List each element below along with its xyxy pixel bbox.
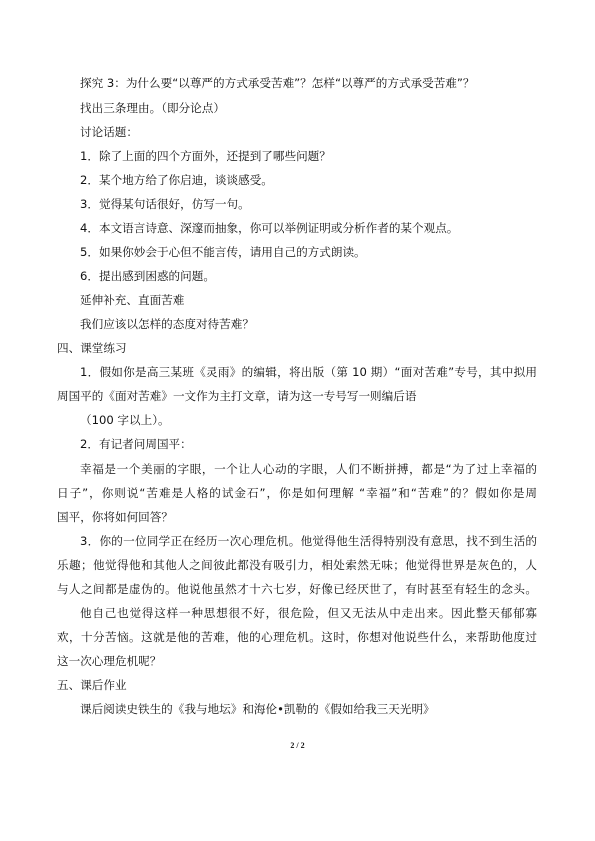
line-topic-4: 4．本文语言诗意、深邃而抽象，你可以举例证明或分析作者的某个观点。 xyxy=(80,221,459,235)
line-exercise-1c: （100 字以上）。 xyxy=(80,413,170,427)
line-exercise-1a: 1．假如你是高三某班《灵雨》的编辑，将出版（第 10 期）“面对苦难”专号，其中拟用 xyxy=(80,365,537,379)
section-heading-homework: 五、课后作业 xyxy=(57,678,127,692)
line-exercise-2c: 日子”，你则说“苦难是人格的试金石”，你是如何理解 “幸福”和“苦难”的？假如你是周 xyxy=(57,486,537,500)
line-topic-3: 3．觉得某句话很好，仿写一句。 xyxy=(80,197,250,211)
line-topic-6: 6．提出感到困惑的问题。 xyxy=(80,269,215,283)
line-exercise-2a: 2．有记者问周国平： xyxy=(80,437,192,451)
line-homework: 课后阅读史铁生的《我与地坛》和海伦•凯勒的《假如给我三天光明》 xyxy=(80,702,435,716)
line-exercise-3f: 这一次心理危机呢？ xyxy=(57,654,162,668)
line-inquiry-3: 探究 3：为什么要“以尊严的方式承受苦难”？怎样“以尊严的方式承受苦难”？ xyxy=(80,76,475,90)
line-exercise-1b: 周国平的《面对苦难》一文作为主打文章，请为这一专号写一则编后语 xyxy=(57,389,417,403)
section-heading-classroom-practice: 四、课堂练习 xyxy=(57,341,127,355)
line-exercise-3c: 与人之间都是虚伪的。他说他虽然才十六七岁，好像已经厌世了，有时甚至有轻生的念头。 xyxy=(57,582,537,596)
line-topic-2: 2．某个地方给了你启迪，谈谈感受。 xyxy=(80,173,273,187)
line-attitude-question: 我们应该以怎样的态度对待苦难？ xyxy=(80,317,254,331)
line-exercise-3e: 欢，十分苦恼。这就是他的苦难，他的心理危机。这时，你想对他说些什么，来帮助他度过 xyxy=(57,630,537,644)
line-exercise-2b: 幸福是一个美丽的字眼，一个让人心动的字眼，人们不断拼搏，都是“为了过上幸福的 xyxy=(80,462,537,476)
line-exercise-3a: 3．你的一位同学正在经历一次心理危机。他觉得他生活得特别没有意思，找不到生活的 xyxy=(80,534,537,548)
line-exercise-3d: 他自己也觉得这样一种思想很不好，很危险，但又无法从中走出来。因此整天郁郁寡 xyxy=(80,606,537,620)
line-topic-5: 5．如果你妙会于心但不能言传，请用自己的方式朗读。 xyxy=(80,245,366,259)
line-three-reasons: 找出三条理由。（即分论点） xyxy=(80,101,225,115)
page-number: 2 / 2 xyxy=(290,741,305,750)
line-topic-1: 1．除了上面的四个方面外，还提到了哪些问题？ xyxy=(80,149,331,163)
line-exercise-3b: 乐趣；他觉得他和其他人之间彼此都没有吸引力，相处索然无味；他觉得世界是灰色的，人 xyxy=(57,558,537,572)
line-discussion-heading: 讨论话题： xyxy=(80,125,138,139)
line-extension-heading: 延伸补充、直面苦难 xyxy=(80,293,185,307)
line-exercise-2d: 国平，你将如何回答？ xyxy=(57,510,173,524)
